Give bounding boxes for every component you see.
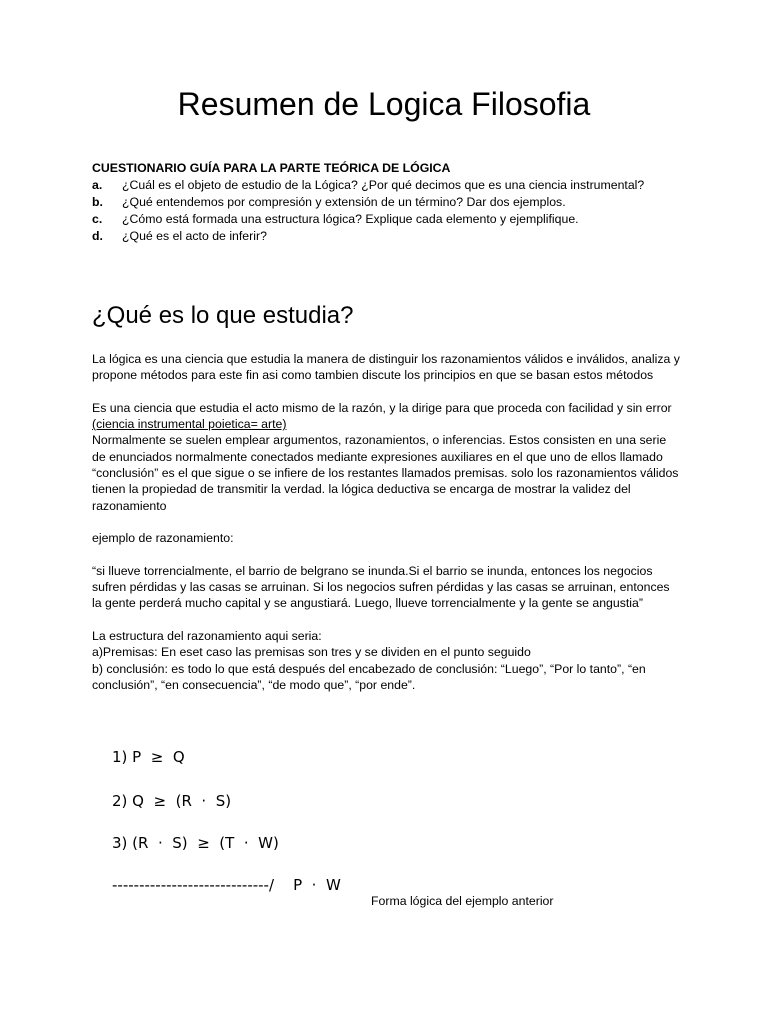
structure-intro: La estructura del razonamiento aqui seria: [92,629,322,644]
structure-premises: a)Premisas: En eset caso las premisas son tres y se dividen en el punto seguido [92,645,531,660]
item-text: ¿Qué es el acto de inferir? [122,229,267,243]
list-item [92,228,692,245]
item-letter: d. [92,229,103,243]
paragraph-reason [92,400,682,433]
item-letter: b. [92,195,103,209]
questionnaire-heading: CUESTIONARIO GUÍA PARA LA PARTE TEÓRICA DE LÓGICA [92,161,451,175]
example-label: ejemplo de razonamiento: [92,531,234,546]
logical-form-caption: Forma lógica del ejemplo anterior [371,894,554,908]
formula-conclusion: -----------------------------/ P · W [112,876,341,894]
underlined-note: (ciencia instrumental poietica= arte) [92,417,287,432]
list-item [92,177,692,194]
questionnaire [92,160,692,245]
structure-conclusion: b) conclusión: es todo lo que está después del encabezado de conclusión: “Luego”, “Por lo tanto”, “en conclusión”, “en consecuencia”, “de modo que”, “por ende”. [92,661,646,692]
document-title: Resumen de Logica Filosofia [177,86,591,122]
item-text: ¿Cuál es el objeto de estudio de la Lógica? ¿Por qué decimos que es una ciencia instrumental? [122,178,645,192]
formula-premise-1: 1) P ≥ Q [112,748,185,766]
paragraph-definition: La lógica es una ciencia que estudia la manera de distinguir los razonamientos válidos e inválidos, analiza y propone métodos para este fin asi como tambien discute los principios en que se basan estos métodos [92,352,680,383]
formula-premise-3: 3) (R · S) ≥ (T · W) [112,834,279,852]
example-quote: “si llueve torrencialmente, el barrio de belgrano se inunda.Si el barrio se inunda, entonces los negocios sufren pérdidas y las casas se arruinan. Si los negocios sufren pérdidas y las casas se arruinan, entonces la gente perderá mucho capital y se angustiará. Luego, llueve torrencialmente y la gente se angustia” [92,563,670,611]
paragraph-reason-text: Es una ciencia que estudia el acto mismo de la razón, y la dirige para que proceda con facilidad y sin error [92,400,672,415]
section-body [92,351,682,693]
item-letter: a. [92,178,103,192]
list-item [92,211,692,228]
section-heading: ¿Qué es lo que estudia? [92,302,354,329]
paragraph-arguments: Normalmente se suelen emplear argumentos, razonamientos, o inferencias. Estos consisten en una serie de enunciados normalmente conectados mediante expresiones auxiliares en el que uno de ellos llamado “conclusión” es el que sigue o se infiere de los restantes llamados premisas. solo los razonamientos válidos tienen la propiedad de transmitir la verdad. la lógica deductiva se encarga de mostrar la validez del razonamiento [92,433,679,513]
formula-premise-2: 2) Q ≥ (R · S) [112,792,232,810]
item-text: ¿Qué entendemos por compresión y extensión de un término? Dar dos ejemplos. [122,195,566,209]
questionnaire-list [92,177,692,245]
item-letter: c. [92,212,103,226]
item-text: ¿Cómo está formada una estructura lógica? Explique cada elemento y ejemplifique. [122,212,579,226]
list-item [92,194,692,211]
